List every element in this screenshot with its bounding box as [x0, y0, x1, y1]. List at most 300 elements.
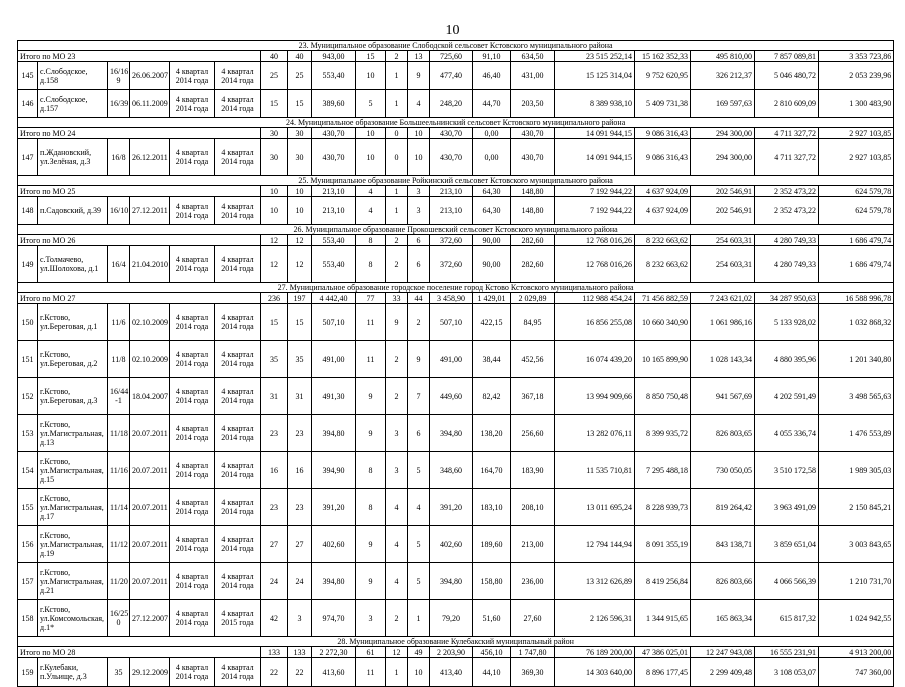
- table-cell: 213,10: [312, 197, 356, 225]
- table-cell: 138,20: [473, 415, 511, 452]
- table-cell: 369,30: [511, 658, 555, 687]
- table-cell: 02.10.2009: [130, 304, 170, 341]
- table-cell: 9 086 316,43: [635, 139, 691, 176]
- table-cell: 5 046 480,72: [755, 62, 819, 90]
- total-label: Итого по МО 24: [18, 128, 261, 139]
- total-cell: 10: [356, 128, 386, 139]
- total-cell: 0: [386, 128, 408, 139]
- table-cell: 4 квартал 2014 года: [215, 246, 261, 283]
- total-cell: 634,50: [511, 51, 555, 62]
- table-cell: 4 квартал 2015 года: [215, 600, 261, 637]
- table-cell: 1 032 868,32: [819, 304, 894, 341]
- table-cell: 149: [18, 246, 38, 283]
- table-cell: 23: [288, 415, 312, 452]
- table-row: [18, 139, 894, 176]
- table-cell: 254 603,31: [691, 246, 755, 283]
- table-cell: 35: [288, 341, 312, 378]
- table-cell: 7: [408, 378, 430, 415]
- table-cell: 4 квартал 2014 года: [215, 452, 261, 489]
- table-cell: 11: [356, 658, 386, 687]
- table-cell: 430,70: [430, 139, 473, 176]
- table-cell: 8 850 750,48: [635, 378, 691, 415]
- table-cell: 27.12.2011: [130, 197, 170, 225]
- table-row: [18, 90, 894, 118]
- total-row: [18, 235, 894, 246]
- table-cell: 402,60: [312, 526, 356, 563]
- table-cell: 183,10: [473, 489, 511, 526]
- table-cell: 3: [356, 600, 386, 637]
- table-row: [18, 489, 894, 526]
- table-cell: 10: [288, 197, 312, 225]
- table-cell: 4 квартал 2014 года: [170, 415, 215, 452]
- table-cell: 16: [288, 452, 312, 489]
- table-cell: 16/16 9: [108, 62, 130, 90]
- table-cell: 20.07.2011: [130, 489, 170, 526]
- table-cell: 27: [288, 526, 312, 563]
- total-cell: 495 810,00: [691, 51, 755, 62]
- table-cell: г.Кстово, ул.Береговая, д.2: [38, 341, 108, 378]
- table-cell: 42: [261, 600, 288, 637]
- total-cell: 4 711 327,72: [755, 128, 819, 139]
- table-cell: 159: [18, 658, 38, 687]
- table-cell: 13 994 909,66: [555, 378, 635, 415]
- table-row: [18, 415, 894, 452]
- total-label: Итого по МО 26: [18, 235, 261, 246]
- table-cell: 16: [261, 452, 288, 489]
- total-cell: 33: [386, 293, 408, 304]
- total-cell: 9 086 316,43: [635, 128, 691, 139]
- table-row: [18, 304, 894, 341]
- table-cell: 23: [261, 415, 288, 452]
- table-cell: 491,00: [312, 341, 356, 378]
- table-cell: 4 квартал 2014 года: [170, 600, 215, 637]
- table-cell: 1 344 915,65: [635, 600, 691, 637]
- table-cell: 9: [356, 378, 386, 415]
- table-cell: 9 752 620,95: [635, 62, 691, 90]
- table-cell: 31: [261, 378, 288, 415]
- table-cell: 12: [288, 246, 312, 283]
- table-cell: 15: [288, 304, 312, 341]
- table-cell: 12 768 016,26: [555, 246, 635, 283]
- table-cell: 18.04.2007: [130, 378, 170, 415]
- table-cell: 44,10: [473, 658, 511, 687]
- table-cell: 158: [18, 600, 38, 637]
- section-title: 23. Муниципальное образование Слободской сельсовет Кстовского муниципального района: [18, 41, 894, 51]
- table-cell: 16/4: [108, 246, 130, 283]
- table-cell: 44,70: [473, 90, 511, 118]
- table-cell: 2 126 596,31: [555, 600, 635, 637]
- table-cell: 9: [356, 563, 386, 600]
- table-cell: 507,10: [312, 304, 356, 341]
- table-cell: 2: [386, 341, 408, 378]
- table-cell: 24: [288, 563, 312, 600]
- table-row: [18, 197, 894, 225]
- table-cell: 13 282 076,11: [555, 415, 635, 452]
- table-cell: 7 295 488,18: [635, 452, 691, 489]
- table-cell: 3: [386, 415, 408, 452]
- total-cell: 4: [356, 186, 386, 197]
- table-cell: 1: [386, 658, 408, 687]
- table-cell: 248,20: [430, 90, 473, 118]
- table-cell: 11/8: [108, 341, 130, 378]
- total-cell: 2: [386, 235, 408, 246]
- total-cell: 16 555 231,91: [755, 647, 819, 658]
- table-cell: 25: [288, 62, 312, 90]
- total-cell: 7 243 621,02: [691, 293, 755, 304]
- table-cell: 27,60: [511, 600, 555, 637]
- section-header-row: [18, 118, 894, 128]
- total-cell: 1 429,01: [473, 293, 511, 304]
- table-cell: 11/18: [108, 415, 130, 452]
- table-cell: 202 546,91: [691, 197, 755, 225]
- table-cell: 3 003 843,65: [819, 526, 894, 563]
- table-cell: 157: [18, 563, 38, 600]
- table-cell: 491,00: [430, 341, 473, 378]
- table-cell: 3 963 491,09: [755, 489, 819, 526]
- total-cell: 2 352 473,22: [755, 186, 819, 197]
- page-number: 10: [445, 23, 460, 38]
- table-cell: 51,60: [473, 600, 511, 637]
- table-row: [18, 658, 894, 687]
- table-cell: 12: [261, 246, 288, 283]
- table-cell: 06.11.2009: [130, 90, 170, 118]
- section-header-row: [18, 637, 894, 647]
- table-cell: 150: [18, 304, 38, 341]
- table-cell: 8 389 938,10: [555, 90, 635, 118]
- table-cell: 148,80: [511, 197, 555, 225]
- total-cell: 12 768 016,26: [555, 235, 635, 246]
- table-cell: 90,00: [473, 246, 511, 283]
- table-cell: 4 квартал 2014 года: [170, 526, 215, 563]
- table-cell: 14 091 944,15: [555, 139, 635, 176]
- table-cell: 553,40: [312, 62, 356, 90]
- table-cell: 14 303 640,00: [555, 658, 635, 687]
- table-cell: 391,20: [430, 489, 473, 526]
- total-cell: 14 091 944,15: [555, 128, 635, 139]
- table-cell: 11/16: [108, 452, 130, 489]
- table-cell: 11/12: [108, 526, 130, 563]
- table-cell: 5: [408, 563, 430, 600]
- total-cell: 2 203,90: [430, 647, 473, 658]
- table-cell: 4 066 566,39: [755, 563, 819, 600]
- total-cell: 254 603,31: [691, 235, 755, 246]
- total-cell: 15: [356, 51, 386, 62]
- table-cell: 843 138,71: [691, 526, 755, 563]
- total-cell: 2 272,30: [312, 647, 356, 658]
- table-cell: 153: [18, 415, 38, 452]
- total-cell: 2 927 103,85: [819, 128, 894, 139]
- total-cell: 7 857 089,81: [755, 51, 819, 62]
- total-cell: 624 579,78: [819, 186, 894, 197]
- total-cell: 12: [288, 235, 312, 246]
- total-cell: 133: [261, 647, 288, 658]
- table-cell: 9: [408, 341, 430, 378]
- total-cell: 47 386 025,01: [635, 647, 691, 658]
- table-cell: 152: [18, 378, 38, 415]
- table-cell: 29.12.2009: [130, 658, 170, 687]
- table-cell: 4 711 327,72: [755, 139, 819, 176]
- table-cell: 431,00: [511, 62, 555, 90]
- total-row: [18, 128, 894, 139]
- table-cell: 30: [288, 139, 312, 176]
- table-cell: 9: [356, 415, 386, 452]
- table-cell: 11/6: [108, 304, 130, 341]
- table-cell: п.Садовский, д.39: [38, 197, 108, 225]
- table-cell: 1 024 942,55: [819, 600, 894, 637]
- table-cell: 8 228 939,73: [635, 489, 691, 526]
- total-cell: 1 747,80: [511, 647, 555, 658]
- table-row: [18, 62, 894, 90]
- total-cell: 2 029,89: [511, 293, 555, 304]
- table-cell: 5: [408, 526, 430, 563]
- table-cell: 203,50: [511, 90, 555, 118]
- table-cell: 1 028 143,34: [691, 341, 755, 378]
- table-cell: г.Кстово, ул.Магистральная, д.13: [38, 415, 108, 452]
- table-cell: 5 409 731,38: [635, 90, 691, 118]
- table-cell: г.Кстово, ул.Магистральная, д.19: [38, 526, 108, 563]
- table-row: [18, 600, 894, 637]
- table-cell: 16/39: [108, 90, 130, 118]
- table-cell: 4 квартал 2014 года: [170, 90, 215, 118]
- table-cell: 165 863,34: [691, 600, 755, 637]
- table-cell: 941 567,69: [691, 378, 755, 415]
- table-cell: 2: [386, 246, 408, 283]
- table-cell: 9: [386, 304, 408, 341]
- table-cell: 24: [261, 563, 288, 600]
- total-cell: 90,00: [473, 235, 511, 246]
- total-cell: 16 588 996,78: [819, 293, 894, 304]
- table-cell: 430,70: [511, 139, 555, 176]
- total-cell: 197: [288, 293, 312, 304]
- table-cell: 452,56: [511, 341, 555, 378]
- section-header-row: [18, 41, 894, 51]
- table-cell: 449,60: [430, 378, 473, 415]
- total-cell: 4 913 200,00: [819, 647, 894, 658]
- table-cell: 1: [386, 197, 408, 225]
- table-cell: 4 квартал 2014 года: [170, 378, 215, 415]
- total-cell: 61: [356, 647, 386, 658]
- total-label: Итого по МО 27: [18, 293, 261, 304]
- table-cell: 148: [18, 197, 38, 225]
- total-cell: 282,60: [511, 235, 555, 246]
- table-row: [18, 526, 894, 563]
- table-cell: 348,60: [430, 452, 473, 489]
- table-cell: 208,10: [511, 489, 555, 526]
- table-cell: 826 803,66: [691, 563, 755, 600]
- table-cell: 10: [261, 197, 288, 225]
- total-cell: 40: [288, 51, 312, 62]
- table-cell: 1 686 479,74: [819, 246, 894, 283]
- table-cell: 82,42: [473, 378, 511, 415]
- table-cell: 3 510 172,58: [755, 452, 819, 489]
- table-cell: 2: [386, 600, 408, 637]
- table-cell: 11 535 710,81: [555, 452, 635, 489]
- section-title: 27. Муниципальное образование городское поселение город Кстово Кстовского муниципального района: [18, 283, 894, 293]
- table-cell: 213,10: [430, 197, 473, 225]
- table-cell: 4 квартал 2014 года: [170, 62, 215, 90]
- table-cell: 4 квартал 2014 года: [215, 658, 261, 687]
- table-cell: 236,00: [511, 563, 555, 600]
- table-cell: 4 квартал 2014 года: [170, 341, 215, 378]
- table-cell: 147: [18, 139, 38, 176]
- total-cell: 49: [408, 647, 430, 658]
- table-cell: 22: [288, 658, 312, 687]
- table-cell: 413,40: [430, 658, 473, 687]
- table-cell: 8 399 935,72: [635, 415, 691, 452]
- table-cell: г.Кстово, ул.Береговая, д.3: [38, 378, 108, 415]
- table-cell: 5: [356, 90, 386, 118]
- table-cell: 16/25 0: [108, 600, 130, 637]
- total-cell: 372,60: [430, 235, 473, 246]
- total-cell: 3: [408, 186, 430, 197]
- table-cell: 145: [18, 62, 38, 90]
- table-cell: 394,80: [312, 415, 356, 452]
- table-body: [18, 41, 894, 687]
- table-cell: 1: [386, 90, 408, 118]
- table-cell: 64,30: [473, 197, 511, 225]
- total-cell: 725,60: [430, 51, 473, 62]
- table-cell: 4 квартал 2014 года: [215, 304, 261, 341]
- table-cell: 8 232 663,62: [635, 246, 691, 283]
- table-cell: 10: [356, 139, 386, 176]
- table-cell: 3 108 053,07: [755, 658, 819, 687]
- table-cell: 12 794 144,94: [555, 526, 635, 563]
- table-cell: п.Ждановский, ул.Зелёная, д.3: [38, 139, 108, 176]
- table-row: [18, 563, 894, 600]
- table-cell: 20.07.2011: [130, 415, 170, 452]
- table-cell: 4 202 591,49: [755, 378, 819, 415]
- total-cell: 4 280 749,33: [755, 235, 819, 246]
- table-cell: 4 квартал 2014 года: [170, 452, 215, 489]
- table-cell: 4 квартал 2014 года: [215, 489, 261, 526]
- table-cell: 4 квартал 2014 года: [215, 197, 261, 225]
- table-cell: 31: [288, 378, 312, 415]
- total-cell: 30: [261, 128, 288, 139]
- table-cell: 256,60: [511, 415, 555, 452]
- table-row: [18, 246, 894, 283]
- table-cell: 79,20: [430, 600, 473, 637]
- total-cell: 202 546,91: [691, 186, 755, 197]
- total-cell: 10: [408, 128, 430, 139]
- table-cell: 747 360,00: [819, 658, 894, 687]
- total-label: Итого по МО 25: [18, 186, 261, 197]
- total-cell: 133: [288, 647, 312, 658]
- table-cell: 2 150 845,21: [819, 489, 894, 526]
- table-cell: 16 856 255,08: [555, 304, 635, 341]
- table-cell: 84,95: [511, 304, 555, 341]
- table-cell: 477,40: [430, 62, 473, 90]
- table-cell: 394,90: [312, 452, 356, 489]
- table-cell: 16/8: [108, 139, 130, 176]
- table-cell: 826 803,65: [691, 415, 755, 452]
- table-cell: 15: [288, 90, 312, 118]
- table-cell: 819 264,42: [691, 489, 755, 526]
- table-cell: 1 201 340,80: [819, 341, 894, 378]
- total-cell: 40: [261, 51, 288, 62]
- resettlement-table: [17, 40, 894, 687]
- total-cell: 44: [408, 293, 430, 304]
- table-cell: 15: [261, 304, 288, 341]
- table-cell: 372,60: [430, 246, 473, 283]
- table-cell: 16/44 -1: [108, 378, 130, 415]
- table-cell: 1 210 731,70: [819, 563, 894, 600]
- total-cell: 213,10: [430, 186, 473, 197]
- table-cell: 13 312 626,89: [555, 563, 635, 600]
- table-cell: 20.07.2011: [130, 563, 170, 600]
- table-cell: 2 299 409,48: [691, 658, 755, 687]
- table-cell: 8 419 256,84: [635, 563, 691, 600]
- table-cell: 4 квартал 2014 года: [215, 563, 261, 600]
- total-cell: 77: [356, 293, 386, 304]
- total-cell: 3 353 723,86: [819, 51, 894, 62]
- table-cell: 4 055 336,74: [755, 415, 819, 452]
- total-cell: 4 442,40: [312, 293, 356, 304]
- total-cell: 8 232 663,62: [635, 235, 691, 246]
- table-cell: 3: [408, 197, 430, 225]
- section-header-row: [18, 176, 894, 186]
- table-cell: 4 квартал 2014 года: [215, 415, 261, 452]
- table-row: [18, 378, 894, 415]
- table-cell: 1 989 305,03: [819, 452, 894, 489]
- table-cell: 169 597,63: [691, 90, 755, 118]
- table-cell: 4 квартал 2014 года: [170, 139, 215, 176]
- table-cell: 394,80: [312, 563, 356, 600]
- table-cell: 10: [408, 139, 430, 176]
- total-cell: 12 247 943,08: [691, 647, 755, 658]
- total-label: Итого по МО 23: [18, 51, 261, 62]
- total-cell: 71 456 882,59: [635, 293, 691, 304]
- table-cell: 8 091 355,19: [635, 526, 691, 563]
- table-cell: 4: [386, 489, 408, 526]
- table-cell: 282,60: [511, 246, 555, 283]
- table-row: [18, 341, 894, 378]
- table-cell: 11: [356, 341, 386, 378]
- table-cell: 189,60: [473, 526, 511, 563]
- table-cell: 155: [18, 489, 38, 526]
- table-cell: 389,60: [312, 90, 356, 118]
- table-cell: 0: [386, 139, 408, 176]
- table-cell: 4 квартал 2014 года: [215, 62, 261, 90]
- table-cell: 0,00: [473, 139, 511, 176]
- table-cell: 213,00: [511, 526, 555, 563]
- table-cell: 8: [356, 489, 386, 526]
- table-cell: 1 476 553,89: [819, 415, 894, 452]
- table-cell: 46,40: [473, 62, 511, 90]
- table-cell: г.Кстово, ул.Береговая, д.1: [38, 304, 108, 341]
- table-cell: 4: [408, 489, 430, 526]
- table-cell: 38,44: [473, 341, 511, 378]
- total-row: [18, 186, 894, 197]
- table-cell: 430,70: [312, 139, 356, 176]
- table-cell: 16 074 439,20: [555, 341, 635, 378]
- table-cell: 2 053 239,96: [819, 62, 894, 90]
- table-cell: 4 квартал 2014 года: [170, 197, 215, 225]
- table-cell: г.Кстово, ул.Магистральная, д.15: [38, 452, 108, 489]
- total-cell: 10: [288, 186, 312, 197]
- table-cell: 391,20: [312, 489, 356, 526]
- table-cell: 615 817,32: [755, 600, 819, 637]
- table-cell: 1: [408, 600, 430, 637]
- table-cell: с.Слободское, д.158: [38, 62, 108, 90]
- table-cell: 11/20: [108, 563, 130, 600]
- total-cell: 4 637 924,09: [635, 186, 691, 197]
- table-cell: 9: [408, 62, 430, 90]
- table-cell: 10 660 340,90: [635, 304, 691, 341]
- table-cell: 4: [386, 563, 408, 600]
- table-cell: 20.07.2011: [130, 452, 170, 489]
- table-cell: 394,80: [430, 563, 473, 600]
- table-cell: 4 квартал 2014 года: [215, 139, 261, 176]
